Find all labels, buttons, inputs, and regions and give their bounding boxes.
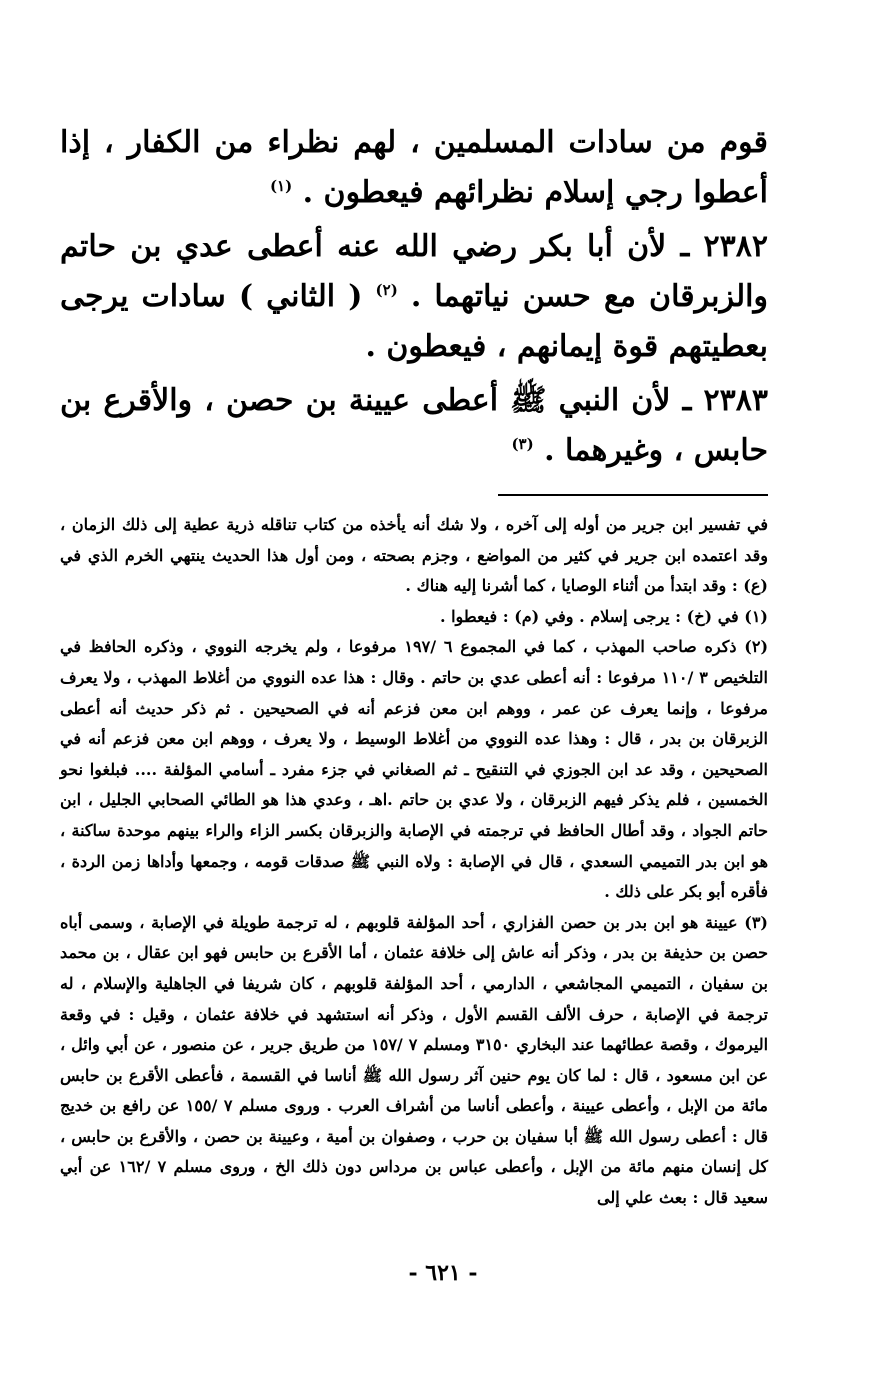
item-2382 bbox=[60, 222, 768, 372]
footnote-2: (٢) ذكره صاحب المهذب ، كما في المجموع ٦ /١٩٧ مرفوعا ، ولم يخرجه النووي ، وذكره الحافظ في التلخيص ٣ /١١٠ مرفوعا : أنه أعطى عدي بن حاتم . وقال : هذا عده النووي من أغلاط المهذب ، ولا يعرف مرفوعا ، وإنما يعرف عن عمر ، ووهم ابن معن فزعم أنه في الصحيحين . ثم ذكر حديث أنه أعطى الزبرقان بن بدر ، قال : وهذا عده النووي من أغلاط الوسيط ، ولا يعرف ، ووهم ابن معن فزعم أنه في الصحيحين ، وقد عد ابن الجوزي في التنقيح ـ ثم الصغاني في جزء مفرد ـ أسامي المؤلفة .... فبلغوا نحو الخمسين ، فلم يذكر فيهم الزبرقان ، ولا عدي بن حاتم .اهـ ، وعدي هذا هو الطائي الصحابي الجليل ، ابن حاتم الجواد ، وقد أطال الحافظ في ترجمته في الإصابة والزبرقان بكسر الزاء والراء بينهم موحدة ساكنة ، هو ابن بدر التميمي السعدي ، قال في الإصابة : ولاه النبي ﷺ صدقات قومه ، وجمعها وأداها زمن الردة ، فأقره أبو بكر على ذلك . bbox=[60, 637, 769, 902]
item-2383 bbox=[60, 376, 768, 476]
item-number: ٢٣٨٣ ـ bbox=[682, 383, 768, 418]
page-body bbox=[60, 118, 768, 1214]
footnote-separator bbox=[498, 494, 768, 496]
footnotes bbox=[60, 510, 768, 1214]
intro-paragraph bbox=[60, 118, 768, 218]
item-number: ٢٣٨٢ ـ bbox=[680, 229, 768, 264]
item-text: لأن النبي ﷺ أعطى عيينة بن حصن ، والأقرع بن حابس ، وغيرهما . bbox=[60, 383, 768, 468]
footnote-ref: (٢) bbox=[375, 281, 398, 299]
footnote-ref: (٣) bbox=[511, 435, 534, 453]
footnote-ref: (١) bbox=[269, 177, 293, 195]
footnote-3: (٣) عيينة هو ابن بدر بن حصن الفزاري ، أحد المؤلفة قلوبهم ، له ترجمة طويلة في الإصابة ، وسمى أباه حصن بن حذيفة بن بدر ، وذكر أنه عاش إلى خلافة عثمان ، أما الأقرع بن حابس فهو ابن عقال ، بن محمد بن سفيان ، التميمي المجاشعي ، الدارمي ، أحد المؤلفة قلوبهم ، كان شريفا في الجاهلية والإسلام ، له ترجمة في الإصابة ، حرف الألف القسم الأول ، وذكر أنه استشهد في خلافة عثمان ، وقيل : في وقعة اليرموك ، وقصة عطائهما عند البخاري ٣١٥٠ ومسلم ٧ /١٥٧ من طريق جرير ، عن منصور ، عن أبي وائل ، عن ابن مسعود ، قال : لما كان يوم حنين آثر رسول الله ﷺ أناسا في القسمة ، فأعطى الأقرع بن حابس مائة من الإبل ، وأعطى عيينة ، وأعطى أناسا من أشراف العرب . وروى مسلم ٧ /١٥٥ عن رافع بن خديج قال : أعطى رسول الله ﷺ أبا سفيان بن حرب ، وصفوان بن أمية ، وعيينة بن حصن ، والأقرع بن حابس ، كل إنسان منهم مائة من الإبل ، وأعطى عباس بن مرداس دون ذلك الخ ، وروى مسلم ٧ /١٦٢ عن أبي سعيد قال : بعث علي إلى bbox=[60, 912, 769, 1208]
footnote-continuation: في تفسير ابن جرير من أوله إلى آخره ، ولا شك أنه يأخذه من كتاب تناقله ذرية عطية إلى ذلك الزمان ، وقد اعتمده ابن جرير في كثير من المواضع ، وجزم بصحته ، ومن أول هذا الحديث ينتهي الخرم الذي في (ع) : وقد ابتدأ من أثناء الوصايا ، كما أشرنا إليه هناك . bbox=[60, 515, 768, 596]
item-text: لأن أبا بكر رضي الله عنه أعطى عدي بن حاتم والزبرقان مع حسن نياتهما . bbox=[60, 229, 768, 314]
footnote-1: (١) في (خ) : يرجى إسلام . وفي (م) : فيعطوا . bbox=[439, 606, 768, 626]
item-text-continued: ( الثاني ) سادات يرجى بعطيتهم قوة إيمانهم ، فيعطون . bbox=[60, 279, 768, 364]
intro-text: قوم من سادات المسلمين ، لهم نظراء من الكفار ، إذا أعطوا رجي إسلام نظرائهم فيعطون . bbox=[60, 125, 768, 210]
page-number: - ٦٢١ - bbox=[408, 1260, 478, 1286]
